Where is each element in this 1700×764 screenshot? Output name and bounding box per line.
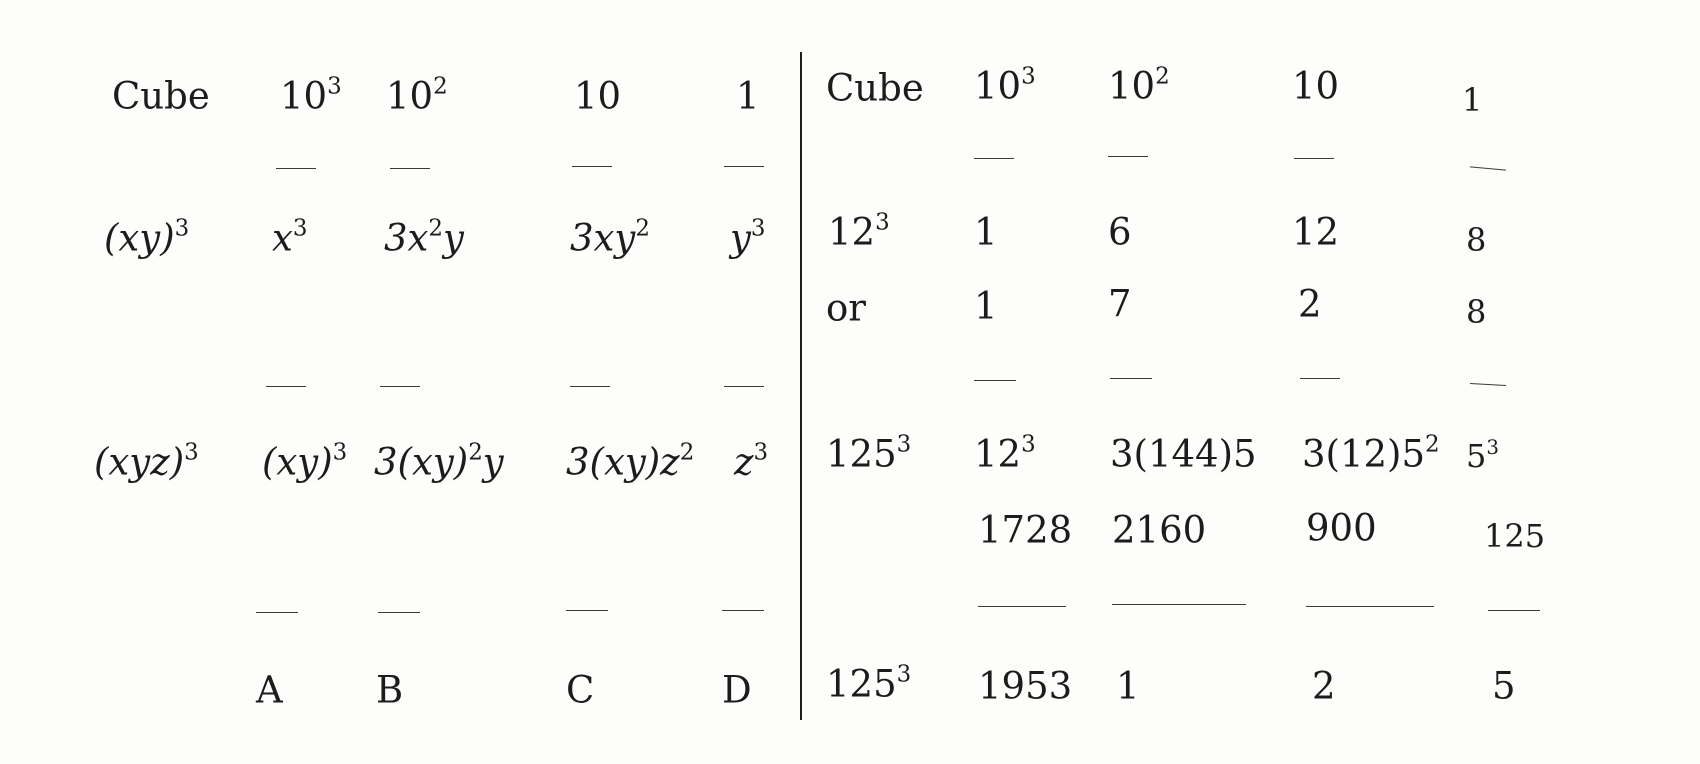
right-dash-header-2: [1108, 156, 1148, 157]
left-dash-row2-4: [722, 610, 764, 611]
right-dash-row4-2: [1112, 604, 1246, 605]
left-header-hundreds: $10^2$: [386, 73, 448, 118]
right-row1-label: $12^3$: [828, 209, 890, 254]
left-row2-units: $z^3$: [734, 439, 769, 484]
left-row1-tens: $3xy^2$: [570, 215, 650, 260]
right-row1-hundreds: 6: [1108, 210, 1132, 254]
right-row3-tens: $3(12)5^2$: [1302, 431, 1440, 476]
left-dash-row2-2: [378, 612, 420, 613]
right-footer-hundreds: 1: [1116, 664, 1140, 708]
right-row1-units: 8: [1466, 221, 1487, 259]
right-row3-thousands: $12^3$: [974, 431, 1036, 476]
right-dash-header-1: [974, 158, 1014, 159]
right-dash-row4-1: [978, 606, 1066, 607]
left-dash-row1-1: [266, 386, 306, 387]
left-row2-label: (xyz)$^3$: [94, 439, 199, 484]
left-row2-thousands: (xy)$^3$: [262, 439, 348, 484]
right-row1-thousands: 1: [974, 210, 998, 254]
left-header-tens: 10: [574, 74, 622, 118]
left-footer-b: B: [376, 668, 404, 712]
left-dash-header-3: [572, 166, 612, 167]
right-row2-thousands: 1: [974, 284, 998, 328]
right-row2-units: 8: [1466, 293, 1487, 331]
right-dash-row4-3: [1306, 606, 1434, 607]
left-header-thousands: $10^3$: [280, 73, 342, 118]
left-header-cube: Cube: [112, 74, 210, 118]
left-footer-d: D: [722, 668, 752, 712]
left-row2-hundreds: 3(xy)$^2$y: [374, 439, 504, 484]
right-header-tens: 10: [1292, 64, 1340, 108]
right-dash-row2-1: [974, 380, 1016, 381]
left-dash-row2-1: [256, 612, 298, 613]
left-row1-hundreds: $3x^2y$: [384, 215, 464, 260]
left-row2-tens: $3(xy)z^2$: [566, 439, 695, 484]
right-row1-tens: 12: [1292, 210, 1340, 254]
right-row4-units: 125: [1484, 517, 1546, 555]
right-footer-label: $125^3$: [826, 661, 912, 706]
right-header-hundreds: $10^2$: [1108, 63, 1170, 108]
right-row4-thousands: 1728: [978, 508, 1073, 552]
right-row3-units: $5^3$: [1466, 436, 1499, 475]
left-row1-units: $y^3$: [730, 215, 766, 260]
left-dash-header-1: [276, 168, 316, 169]
left-header-units: 1: [736, 74, 760, 118]
right-dash-row2-3: [1300, 378, 1340, 379]
right-dash-header-4: [1470, 166, 1506, 170]
left-dash-row1-4: [724, 386, 764, 387]
left-row1-label: (xy)$^3$: [104, 215, 190, 260]
right-row4-hundreds: 2160: [1112, 508, 1207, 552]
left-dash-row1-2: [380, 386, 420, 387]
right-row2-hundreds: 7: [1108, 282, 1132, 326]
right-header-thousands: $10^3$: [974, 63, 1036, 108]
left-dash-header-2: [390, 168, 430, 169]
right-row3-hundreds: 3(144)5: [1110, 432, 1257, 476]
right-row4-tens: 900: [1306, 506, 1377, 550]
left-dash-header-4: [724, 166, 764, 167]
right-row2-tens: 2: [1298, 282, 1322, 326]
left-row1-thousands: $x^3$: [272, 215, 308, 260]
left-footer-a: A: [256, 668, 283, 712]
right-dash-header-3: [1294, 158, 1334, 159]
left-footer-c: C: [566, 668, 595, 712]
left-dash-row1-3: [570, 386, 610, 387]
right-dash-row4-4: [1488, 610, 1540, 611]
right-dash-row2-2: [1110, 378, 1152, 379]
right-footer-thousands: 1953: [978, 664, 1073, 708]
right-header-cube: Cube: [826, 66, 924, 110]
right-dash-row2-4: [1470, 383, 1506, 386]
table-divider: [800, 52, 802, 720]
right-row2-label: or: [826, 286, 866, 330]
right-footer-units: 5: [1492, 664, 1516, 708]
right-footer-tens: 2: [1312, 664, 1336, 708]
left-dash-row2-3: [566, 610, 608, 611]
right-row3-label: $125^3$: [826, 431, 912, 476]
right-header-units: 1: [1462, 81, 1483, 119]
